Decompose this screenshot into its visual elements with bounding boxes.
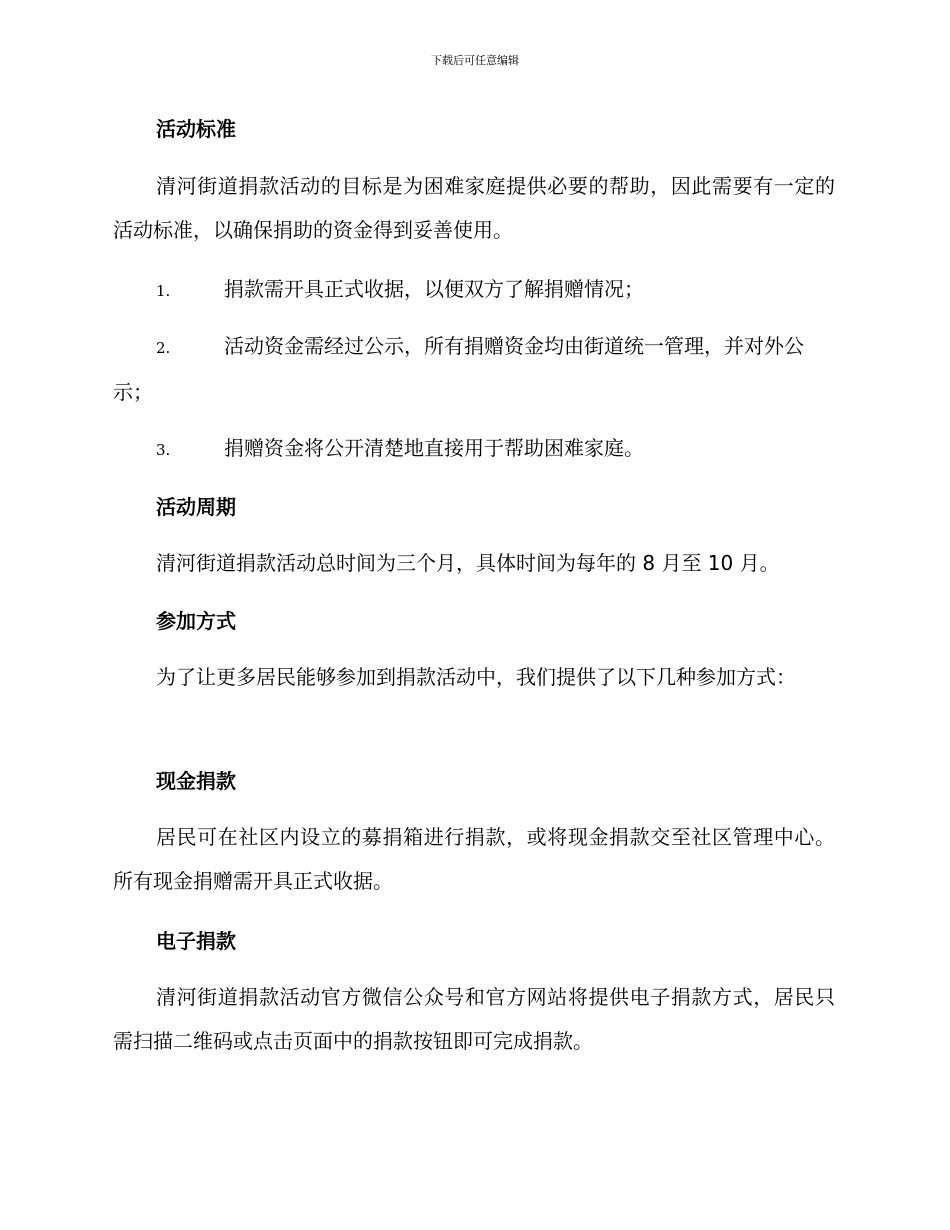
list-item (113, 426, 835, 472)
section-heading-participation: 参加方式 (156, 609, 236, 633)
paragraph-standards-intro: 清河街道捐款活动的目标是为困难家庭提供必要的帮助，因此需要有一定的活动标准，以确保捐助的资金得到妥善使用。 (113, 174, 835, 242)
list-number: 3. (156, 441, 171, 459)
list-text: 捐赠资金将公开清楚地直接用于帮助困难家庭。 (224, 436, 644, 460)
paragraph-cash: 居民可在社区内设立的募捐箱进行捐款，或将现金捐款交至社区管理中心。所有现金捐赠需开具正式收据。 (113, 825, 835, 893)
list-text: 活动资金需经过公示，所有捐赠资金均由街道统一管理，并对外公示； (113, 334, 804, 404)
list-item (113, 324, 835, 414)
paragraph-participation: 为了让更多居民能够参加到捐款活动中，我们提供了以下几种参加方式： (156, 665, 796, 689)
section-heading-period: 活动周期 (156, 495, 236, 519)
list-number: 2. (156, 339, 171, 357)
paragraph-period: 清河街道捐款活动总时间为三个月，具体时间为每年的 8 月至 10 月。 (156, 551, 780, 575)
paragraph-electronic: 清河街道捐款活动官方微信公众号和官方网站将提供电子捐款方式，居民只需扫描二维码或点击页面中的捐款按钮即可完成捐款。 (113, 985, 835, 1053)
list-number: 1. (156, 282, 171, 300)
list-text: 捐款需开具正式收据，以便双方了解捐赠情况； (224, 277, 644, 301)
section-heading-standards: 活动标准 (156, 117, 236, 141)
header-note: 下载后可任意编辑 (431, 54, 519, 67)
section-heading-cash: 现金捐款 (156, 769, 236, 793)
list-item (113, 267, 835, 313)
section-heading-electronic: 电子捐款 (156, 929, 236, 953)
